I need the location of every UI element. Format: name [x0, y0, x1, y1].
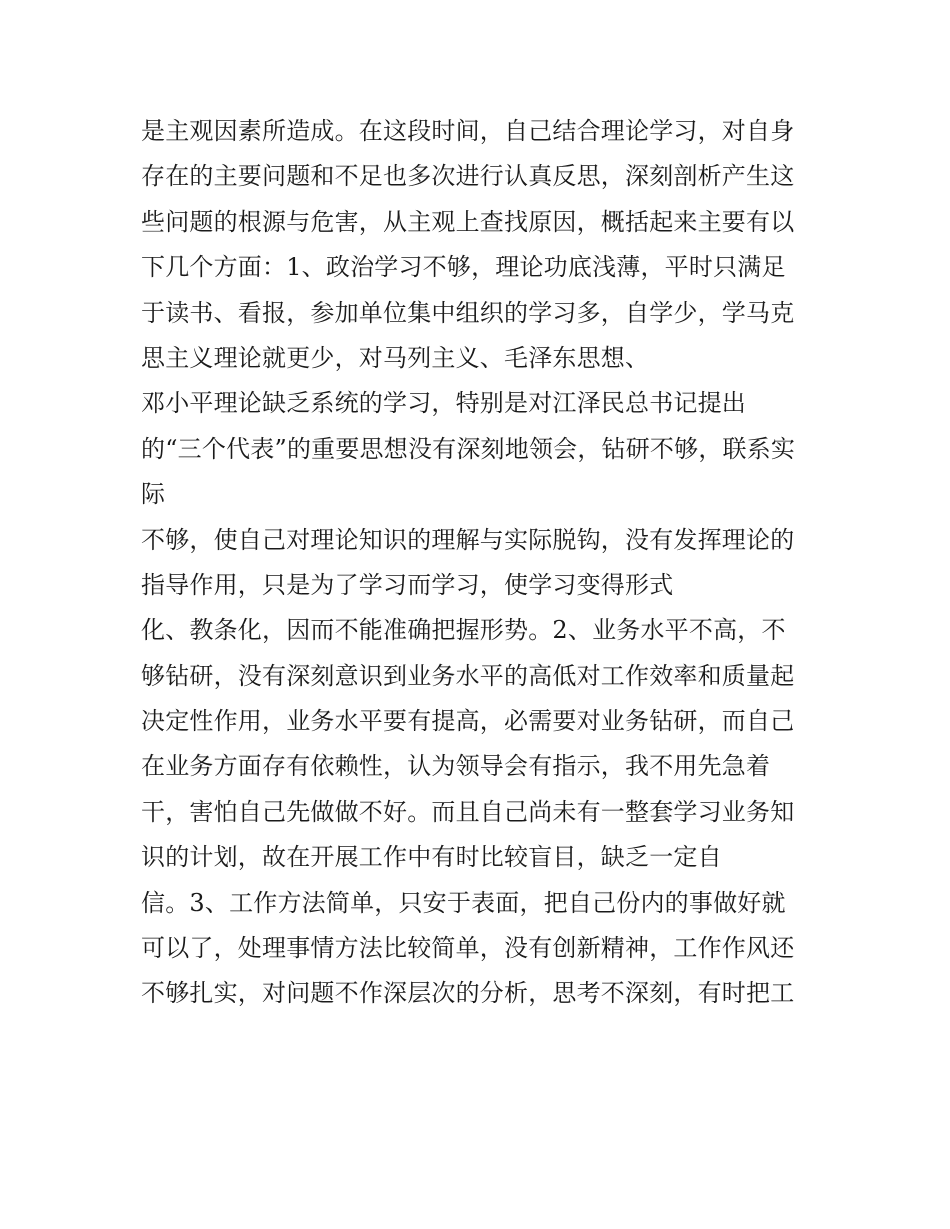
text-line: 指导作用，只是为了学习而学习，使学习变得形式	[141, 570, 674, 599]
text-line: 可以了，处理事情方法比较简单，没有创新精神，工作作风还	[141, 934, 795, 963]
text-line: 的“三个代表”的重要思想没有深刻地领会，钻研不够，联系实	[141, 434, 796, 463]
text-line: 识的计划，故在开展工作中有时比较盲目，缺乏一定自	[141, 843, 722, 872]
text-line: 下几个方面：1、政治学习不够，理论功底浅薄，平时只满足	[141, 253, 786, 282]
text-line: 是主观因素所造成。在这段时间，自己结合理论学习，对自身	[141, 117, 795, 145]
text-line: 邓小平理论缺乏系统的学习，特别是对江泽民总书记提出	[141, 389, 746, 418]
text-line: 存在的主要问题和不足也多次进行认真反思，深刻剖析产生这	[141, 162, 795, 191]
text-line: 够钻研，没有深刻意识到业务水平的高低对工作效率和质量起	[141, 661, 795, 690]
text-line: 些问题的根源与危害，从主观上查找原因，概括起来主要有以	[141, 207, 795, 236]
text-line: 化、教条化，因而不能准确把握形势。2、业务水平不高，不	[141, 616, 786, 645]
text-line: 于读书、看报，参加单位集中组织的学习多，自学少，学马克	[141, 298, 795, 327]
text-line: 际	[141, 480, 166, 509]
text-line: 决定性作用，业务水平要有提高，必需要对业务钻研，而自己	[141, 707, 795, 736]
text-line: 信。3、工作方法简单，只安于表面，把自己份内的事做好就	[141, 888, 786, 917]
text-line: 不够扎实，对问题不作深层次的分析，思考不深刻，有时把工	[141, 979, 795, 1008]
text-line: 在业务方面存有依赖性，认为领导会有指示，我不用先急着	[141, 752, 771, 781]
text-line: 思主义理论就更少，对马列主义、毛泽东思想、	[141, 343, 650, 372]
text-line: 干，害怕自己先做做不好。而且自己尚未有一整套学习业务知	[141, 797, 795, 826]
body-text	[141, 109, 821, 1017]
text-line: 不够，使自己对理论知识的理解与实际脱钩，没有发挥理论的	[141, 525, 795, 554]
